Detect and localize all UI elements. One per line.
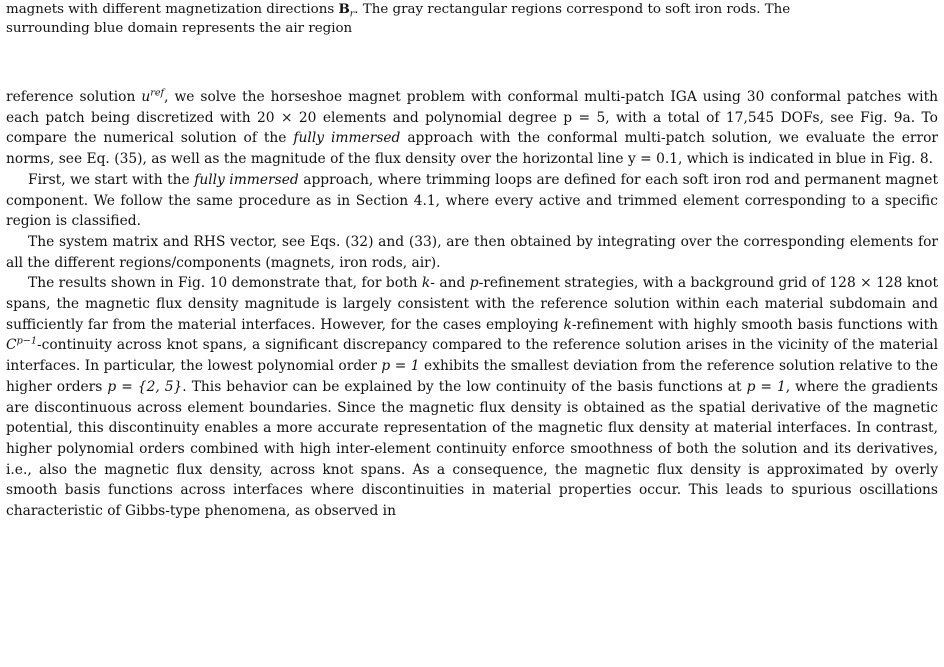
- p1-symbol-u: u: [141, 89, 151, 105]
- p4-symbol-k2: k: [563, 316, 572, 333]
- p4-symbol-C: C: [6, 337, 17, 354]
- p4-text-6: exhibits the smallest deviation from the reference solution relative to the higher orders: [6, 358, 938, 395]
- p2-text-1: First, we start with the: [28, 171, 195, 188]
- caption-symbol-r: r: [349, 8, 355, 19]
- p4-text-2: - and: [430, 275, 470, 292]
- caption-text-2: surrounding blue domain represents the air region: [6, 21, 353, 36]
- caption-symbol-B: B: [338, 1, 350, 17]
- paragraph-2: [6, 170, 938, 232]
- caption-text-tail: . The gray rectangular regions correspond to soft iron rods. The: [354, 2, 791, 17]
- p2-italic-fully-immersed: fully immersed: [194, 171, 299, 188]
- paper-page: [6, 0, 938, 667]
- p1-text-3: approach with the conformal multi-patch solution, we evaluate the error norms, see Eq. (35), as well as the magnitude of the flux density over the horizontal line y = 0.1, which is indicated in blue in Fig. 8.: [6, 130, 938, 168]
- p1-text-2: , we solve the horseshoe magnet problem with conformal multi-patch IGA using 30 conformal patches with each patch being discretized with 20 × 20 elements and polynomial degree p = 5, with a total of 17,545 DOFs, see Fig. 9a. To compare the numerical solution of the: [6, 89, 938, 147]
- caption-line-1: [6, 0, 938, 19]
- paragraph-1: [6, 87, 938, 170]
- p4-text-3: -refinement strategies, with a background grid of 128 × 128 knot spans, the magnetic flux density magnitude is largely consistent with the reference solution within each material subdomain and sufficiently far from the material interfaces. However, for the cases employing: [6, 275, 938, 333]
- p2-text-2: approach, where trimming loops are defined for each soft iron rod and permanent magnet component. We follow the same procedure as in Section 4.1, where every active and trimmed element corresponding to a specific region is classified.: [6, 171, 938, 230]
- p4-math-p-set: p = {2, 5}: [107, 378, 183, 395]
- p4-symbol-k: k: [421, 275, 431, 292]
- p1-text-1: reference solution: [6, 89, 142, 105]
- p4-symbol-p: p: [469, 275, 479, 292]
- body-text: [6, 87, 938, 522]
- p3-text: The system matrix and RHS vector, see Eqs. (32) and (33), are then obtained by integrating over the corresponding elements for all the different regions/components (magnets, iron rods, air).: [6, 233, 938, 271]
- p4-text-5: -continuity across knot spans, a significant discrepancy compared to the reference solution arises in the vicinity of the material interfaces. In particular, the lowest polynomial order: [6, 337, 938, 375]
- caption-text: magnets with different magnetization directions: [6, 2, 339, 17]
- p4-symbol-C-exp: p−1: [16, 335, 37, 347]
- paragraph-3: [6, 232, 938, 273]
- p4-text-4: -refinement with highly smooth basis functions with: [571, 316, 938, 333]
- figure-caption: [6, 0, 938, 38]
- p1-italic-fully-immersed: fully immersed: [293, 130, 401, 147]
- paragraph-4: [6, 273, 938, 521]
- p4-text-8: , where the gradients are discontinuous across element boundaries. Since the magnetic flux density is obtained as the spatial derivative of the magnetic potential, this discontinuity enables a more accurate representation of the magnetic flux density at material interfaces. In contrast, higher polynomial orders combined with high inter-element continuity enforce smoothness of both the solution and its derivatives, i.e., also the magnetic flux density, across knot spans. As a consequence, the magnetic flux density is approximated by overly smooth basis functions across interfaces where discontinuities in material properties occur. This leads to spurious oscillations characteristic of Gibbs-type phenomena, as observed in: [6, 378, 938, 520]
- p4-math-p-eq-1: p = 1: [381, 358, 420, 375]
- p4-text-1: The results shown in Fig. 10 demonstrate that, for both: [28, 275, 422, 292]
- p4-math-p-eq-1b: p = 1: [746, 378, 786, 395]
- p4-text-7: . This behavior can be explained by the low continuity of the basis functions at: [182, 378, 747, 395]
- caption-line-2: [6, 19, 938, 38]
- p1-symbol-ref: ref: [150, 87, 165, 99]
